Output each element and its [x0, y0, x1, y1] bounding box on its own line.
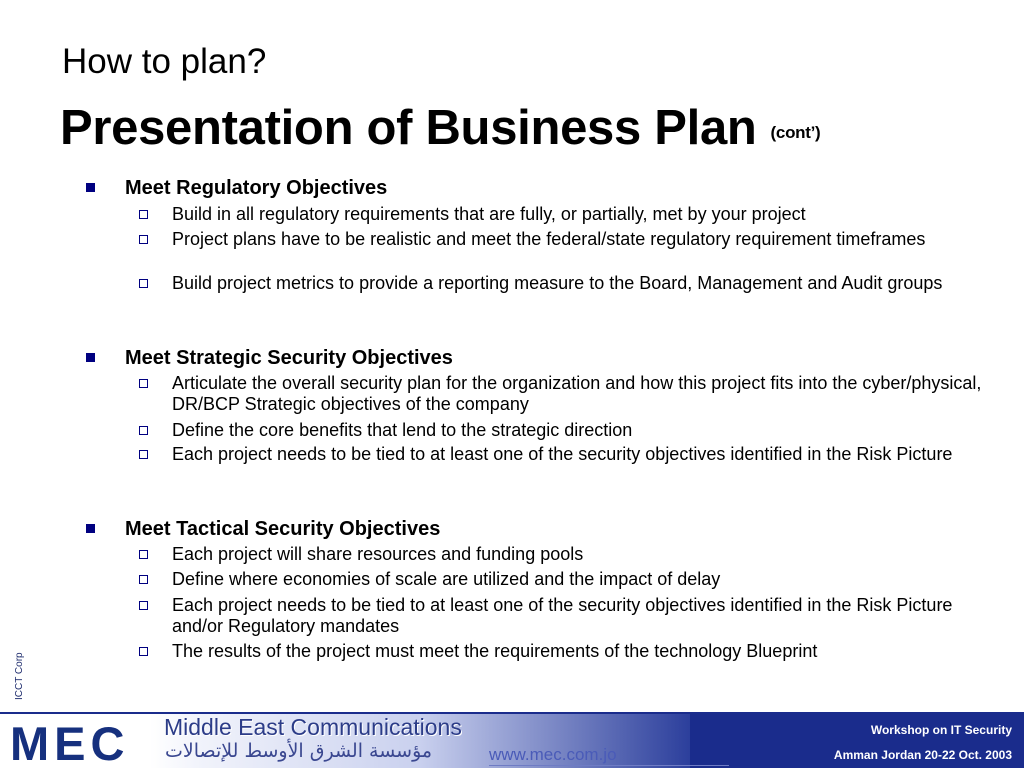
section-bullet — [86, 524, 95, 533]
sub-bullet — [139, 210, 148, 219]
list-item-text: The results of the project must meet the requirements of the technology Blueprint — [172, 641, 818, 661]
event-place-date: Amman Jordan 20-22 Oct. 2003 — [833, 748, 1012, 762]
list-item-text: Each project will share resources and funding pools — [172, 544, 584, 564]
list-item-text: Articulate the overall security plan for the organization and how this project fits into the cyber/physical, DR/BCP Strategic objectives of the company — [172, 373, 982, 414]
event-name: Workshop on IT Security — [870, 723, 1012, 737]
section-heading: Meet Strategic Security Objectives — [125, 347, 453, 369]
slide-title-text: Presentation of Business Plan — [60, 101, 757, 155]
footer — [0, 712, 1024, 768]
sub-bullet — [139, 550, 148, 559]
list-item-text: Define the core benefits that lend to the strategic direction — [172, 420, 633, 440]
sub-bullet — [139, 279, 148, 288]
slide-title-suffix: (cont’) — [770, 123, 821, 142]
section-bullet — [86, 353, 95, 362]
list-item-text: Each project needs to be tied to at least one of the security objectives identified in the Risk Picture — [172, 444, 953, 464]
list-item-text: Project plans have to be realistic and meet the federal/state regulatory requirement timeframes — [172, 229, 926, 249]
side-label: ICCT Corp — [14, 652, 25, 700]
slide-title — [60, 101, 821, 155]
footer-divider — [0, 712, 1024, 714]
section-heading: Meet Regulatory Objectives — [125, 177, 388, 199]
sub-bullet — [139, 235, 148, 244]
company-name-ar: مؤسسة الشرق الأوسط للإتصالات — [165, 740, 433, 762]
list-item-text: Build in all regulatory requirements that are fully, or partially, met by your project — [172, 204, 806, 224]
sub-bullet — [139, 450, 148, 459]
mec-logo: MEC — [10, 717, 130, 770]
section-bullet — [86, 183, 95, 192]
list-item-text: Define where economies of scale are utilized and the impact of delay — [172, 569, 721, 589]
section-heading: Meet Tactical Security Objectives — [125, 518, 441, 540]
list-item-text: Each project needs to be tied to at least one of the security objectives identified in the Risk Picture and/or Regulatory mandates — [172, 595, 953, 636]
list-item-text: Build project metrics to provide a reporting measure to the Board, Management and Audit groups — [172, 273, 943, 293]
sub-bullet — [139, 647, 148, 656]
sub-bullet — [139, 601, 148, 610]
website-link[interactable]: www.mec.com.jo — [489, 745, 617, 764]
slide-heading: How to plan? — [62, 42, 267, 81]
sub-bullet — [139, 379, 148, 388]
sub-bullet — [139, 575, 148, 584]
sub-bullet — [139, 426, 148, 435]
website-underline — [489, 765, 729, 766]
company-name-en: Middle East Communications — [164, 714, 462, 740]
